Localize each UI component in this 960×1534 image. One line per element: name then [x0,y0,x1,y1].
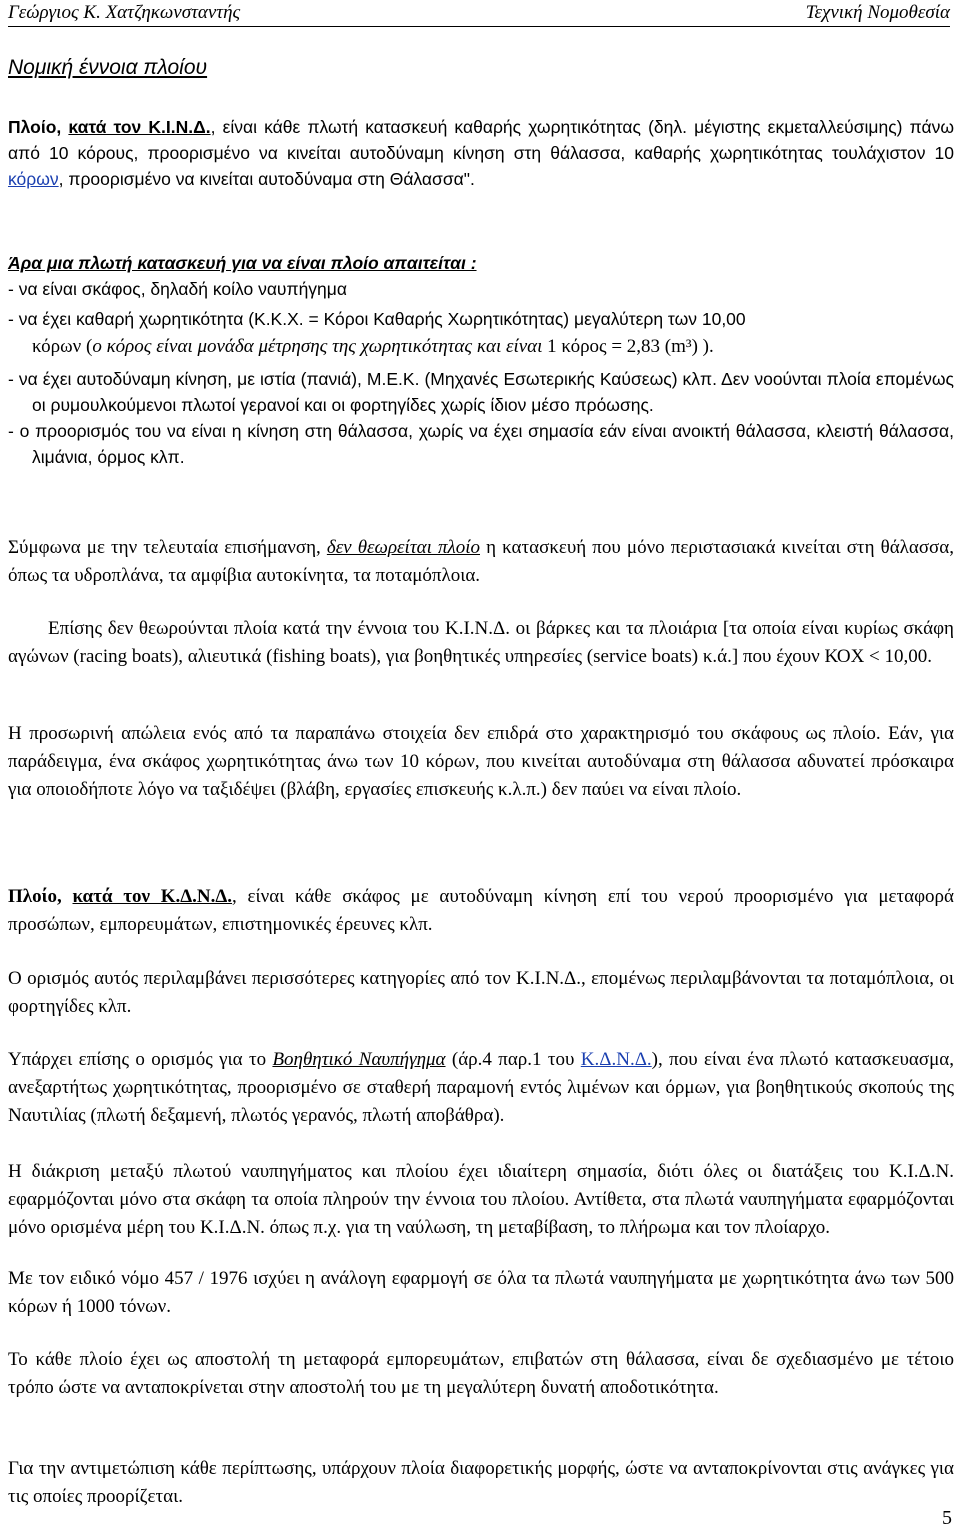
def-bold-underline: κατά τον Κ.Ι.Ν.Δ. [68,117,211,137]
kind-definition [8,114,954,192]
p2-pre: Σύμφωνα με την τελευταία επισήμανση, [8,537,327,558]
req-item-2-formula: 1 κόρος = 2,83 (m³) ). [542,336,714,357]
req-item-3: - να έχει αυτοδύναμη κίνηση, με ιστία (πανιά), Μ.Ε.Κ. (Μηχανές Εσωτερικής Καύσεως) κλπ. Δεν νοούνται πλοία επομένως οι ρυμουλκούμενοι πλωτοί γερανοί και οι φορτηγίδες χωρίς ίδιον μέσο πρόωσης. [8,369,954,415]
def-bold: Πλοίο, [8,117,69,137]
p2-post: η κατασκευή που μόνο περιστασιακά κινείται στη θάλασσα, όπως τα υδροπλάνα, τα αμφίβια αυτοκίνητα, τα ποταμόπλοια. [8,537,955,586]
header-subject: Τεχνική Νομοθεσία [805,2,950,23]
p7-italic: Βοηθητικό Ναυπήγημα [272,1049,446,1070]
p5-text: , είναι κάθε σκάφος με αυτοδύναμη κίνηση επί του νερού προορισμένο για μεταφορά προσώπων, εμπορευμάτων, επιστημονικές έρευνες κλπ. [8,886,954,935]
req-item-1: - να είναι σκάφος, δηλαδή κοίλο ναυπήγημα [8,279,347,299]
paragraph-distinction: Η διάκριση μεταξύ πλωτού ναυπηγήματος και πλοίου έχει ιδιαίτερη σημασία, διότι όλες οι διατάξεις του Κ.Ι.Δ.Ν. εφαρμόζονται μόνο στα σκάφη τα οποία πληρούν την έννοια του πλοίου. Αντίθετα, στα πλωτά ναυπηγήματα εφαρμόζονται μόνο ορισμένα μέρη του Κ.Ι.Δ.Ν. όπως π.χ. για τη ναύλωση, τη μεταβίβαση, το πλήρωμα και τον πλοίαρχο. [8,1161,954,1238]
p7-post: ), που είναι ένα πλωτό κατασκευασμα, ανεξαρτήτως χωρητικότητας, προορισμένο σε σταθερή παραμονή εντός λιμένων και όρμων, για βοηθητικούς σκοπούς της Ναυτιλίας (πλωτή δεξαμενή, πλωτός γερανός, πλωτή αποβάθρα). [8,1049,954,1126]
paragraph-kdnd-definition [8,883,954,939]
def-text-1: , είναι κάθε πλωτή κατασκευή καθαρής χωρητικότητας (δηλ. μέγιστης εκμεταλλεύσιμης) πάνω από 10 κόρους, προορισμένο να κινείται αυτοδύναμη κίνηση στη θάλασσα, καθαρής χωρητικότητας τουλάχιστον 10 [8,117,954,163]
requirements [8,250,954,470]
paragraph-categories: Ο ορισμός αυτός περιλαμβάνει περισσότερες κατηγορίες από τον Κ.Ι.Ν.Δ., επομένως περιλαμβάνονται τα ποταμόπλοια, οι φορτηγίδες κλπ. [8,968,954,1017]
page-header [8,0,950,27]
paragraph-boats: Επίσης δεν θεωρούνται πλοία κατά την έννοια του Κ.Ι.Ν.Δ. οι βάρκες και τα πλοιάρια [τα οποία είναι κυρίως σκάφη αγώνων (racing boats), αλιευτικά (fishing boats), για βοηθητικές υπηρεσίες (service boats) κ.ά.] που έχουν ΚΟΧ < 10,00. [8,618,954,667]
def-text-2: , προορισμένο να κινείται αυτοδύναμα στη Θάλασσα". [58,169,475,189]
p7-pre: Υπάρχει επίσης ο ορισμός για το [8,1049,273,1070]
page-number: 5 [942,1507,952,1529]
paragraph-mission: Το κάθε πλοίο έχει ως αποστολή τη μεταφορά εμπορευμάτων, επιβατών στη θάλασσα, είναι δε σχεδιασμένο με τέτοιο τρόπο ώστε να ανταποκρίνεται στην αποστολή του με τη μεγαλύτερη δυνατή αποδοτικότητα. [8,1349,954,1398]
p5-bold-underline: κατά τον Κ.Δ.Ν.Δ. [72,886,233,907]
req-item-2: - να έχει καθαρή χωρητικότητα (Κ.Κ.Χ. = Κόροι Καθαρής Χωρητικότητας) μεγαλύτερη των 10,00 [8,309,746,329]
req-item-2-cont [8,332,954,362]
paragraph-forms: Για την αντιμετώπιση κάθε περίπτωσης, υπάρχουν πλοία διαφορετικής μορφής, ώστε να ανταποκρίνονται στις ανάγκες για τις οποίες προορίζεται. [8,1458,954,1507]
kdnd-link[interactable]: Κ.Δ.Ν.Δ. [580,1049,652,1070]
p2-italic: δεν θεωρείται πλοίο [326,537,480,558]
paragraph-auxiliary [8,1046,954,1130]
header-author: Γεώργιος Κ. Χατζηκωνσταντής [8,2,241,23]
page-title: Νομική έννοια πλοίου [8,56,208,79]
koron-link[interactable]: κόρων [8,169,59,189]
req-item-2-italic: ο κόρος είναι μονάδα μέτρησης της χωρητικότητας και είναι [92,336,543,357]
paragraph-law-457: Με τον ειδικό νόμο 457 / 1976 ισχύει η ανάλογη εφαρμογή σε όλα τα πλωτά ναυπηγήματα με χωρητικότητα άνω των 500 κόρων ή 1000 τόνων. [8,1268,954,1317]
req-item-2-pre: κόρων ( [32,336,93,357]
paragraph-temporary-loss: Η προσωρινή απώλεια ενός από τα παραπάνω στοιχεία δεν επιδρά στο χαρακτηρισμό του σκάφους ως πλοίο. Εάν, για παράδειγμα, ένα σκάφος χωρητικότητας άνω των 10 κόρων, που κινείται αυτοδύναμα στη θάλασσα αδυνατεί πρόσκαιρα για οποιοδήποτε λόγο να ταξιδέψει (βλάβη, εργασίες επισκευής κ.λ.π.) δεν παύει να είναι πλοίο. [8,723,954,800]
paragraph-occasional [8,534,954,590]
p7-mid: (άρ.4 παρ.1 του [445,1049,581,1070]
requirements-heading: Άρα μια πλωτή κατασκευή για να είναι πλοίο απαιτείται : [8,253,477,273]
p5-bold: Πλοίο, [8,886,73,907]
req-item-4: - ο προορισμός του να είναι η κίνηση στη θάλασσα, χωρίς να έχει σημασία εάν είναι ανοικτή θάλασσα, κλειστή θάλασσα, λιμάνια, όρμος κλπ. [8,421,954,467]
